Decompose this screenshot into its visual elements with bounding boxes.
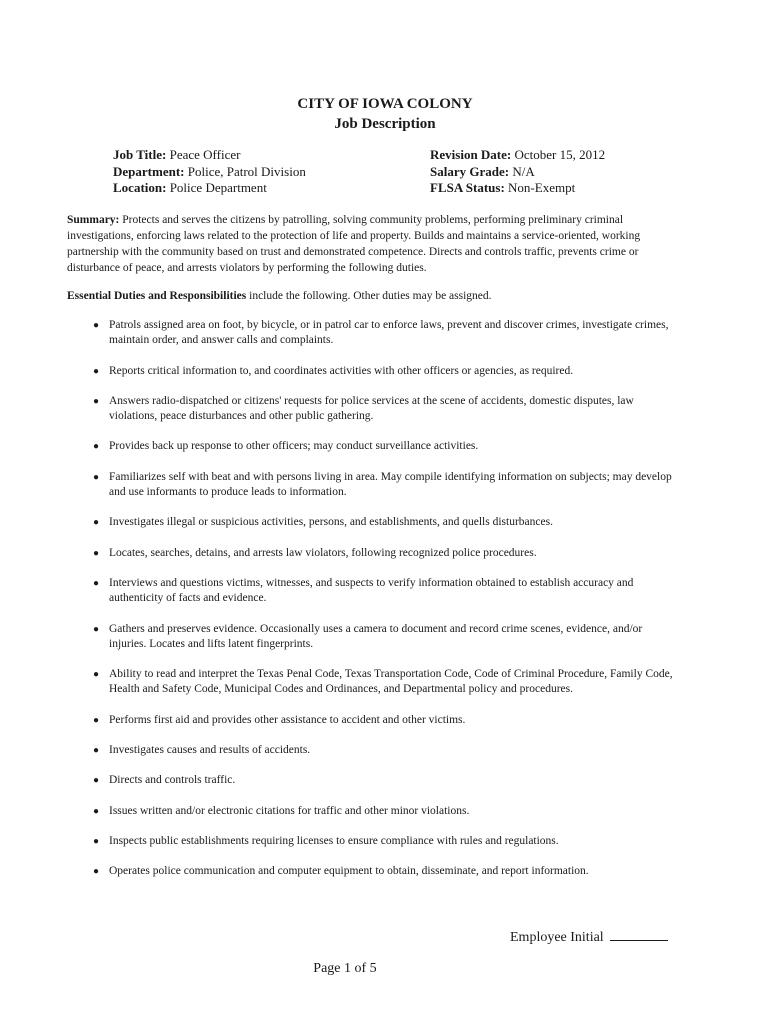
info-left bbox=[113, 147, 306, 197]
duty-item bbox=[93, 546, 673, 561]
duty-text: Inspects public establishments requiring licenses to ensure compliance with rules and regulations. bbox=[109, 834, 559, 847]
essential-label: Essential Duties and Responsibilities bbox=[67, 290, 247, 302]
summary-paragraph bbox=[67, 212, 667, 276]
bullet-icon: ● bbox=[93, 623, 100, 635]
duty-item bbox=[93, 515, 673, 530]
bullet-icon: ● bbox=[93, 805, 100, 817]
employee-initial bbox=[510, 926, 668, 946]
salary-grade-row: Salary Grade: N/A bbox=[430, 163, 535, 179]
duty-item bbox=[93, 318, 673, 349]
bullet-icon: ● bbox=[93, 471, 100, 483]
duty-text: Operates police communication and computer equipment to obtain, disseminate, and report information. bbox=[109, 865, 589, 878]
flsa-status-row: FLSA Status: Non-Exempt bbox=[430, 180, 576, 195]
bullet-icon: ● bbox=[93, 547, 100, 559]
bullet-icon: ● bbox=[93, 835, 100, 847]
duty-item bbox=[93, 622, 673, 653]
duty-text: Answers radio-dispatched or citizens' requests for police services at the scene of accidents, domestic disputes, law violations, peace disturbances and other public gathering. bbox=[109, 394, 634, 423]
duty-text: Ability to read and interpret the Texas Penal Code, Texas Transportation Code, Code of Criminal Procedure, Family Code, Health and Safety Code, Municipal Codes and Ordinances, and Departmental policy and procedures. bbox=[109, 668, 673, 696]
employee-initial-label: Employee Initial bbox=[510, 930, 604, 945]
org-name: CITY OF IOWA COLONY bbox=[297, 96, 473, 112]
bullet-icon: ● bbox=[93, 320, 100, 331]
summary-label: Summary: bbox=[67, 214, 120, 226]
duty-item bbox=[93, 864, 673, 879]
job-title-row: Job Title: Peace Officer bbox=[113, 147, 241, 162]
revision-date-row: Revision Date: October 15, 2012 bbox=[430, 147, 606, 162]
duty-item bbox=[93, 743, 673, 758]
info-right bbox=[430, 147, 605, 197]
duty-item bbox=[93, 439, 673, 454]
document-title bbox=[0, 94, 770, 134]
duty-text: Performs first aid and provides other assistance to accident and other victims. bbox=[109, 713, 466, 726]
duty-text: Locates, searches, detains, and arrests law violators, following recognized police procedures. bbox=[109, 546, 537, 559]
summary-text: Protects and serves the citizens by patrolling, solving community problems, performing preliminary criminal investigations, enforcing laws related to the protection of life and property. Builds and maintains a service-oriented, working partnership with the community based on trust and demonstrated competence. Directs and controls traffic, prevents crime or disturbance of peace, and arrests violators by performing the following duties. bbox=[67, 214, 641, 274]
duty-item bbox=[93, 667, 673, 698]
bullet-icon: ● bbox=[93, 365, 100, 377]
page-number: Page 1 of 5 bbox=[313, 961, 377, 976]
bullet-icon: ● bbox=[93, 441, 100, 453]
duty-text: Familiarizes self with beat and with persons living in area. May compile identifying information on subjects; may develop and use informants to produce leads to information. bbox=[109, 470, 672, 499]
duty-text: Provides back up response to other officers; may conduct surveillance activities. bbox=[109, 440, 479, 453]
department-row: Department: Police, Patrol Division bbox=[113, 163, 306, 179]
employee-initial-blank[interactable] bbox=[610, 926, 668, 941]
duty-text: Interviews and questions victims, witnesses, and suspects to verify information obtained to establish accuracy and authenticity of facts and evidence. bbox=[109, 576, 634, 605]
essential-text: include the following. Other duties may be assigned. bbox=[249, 290, 492, 302]
bullet-icon: ● bbox=[93, 714, 100, 726]
bullet-icon: ● bbox=[93, 745, 100, 757]
duty-item bbox=[93, 470, 673, 501]
duty-item bbox=[93, 364, 673, 379]
duty-item bbox=[93, 804, 673, 819]
duty-text: Investigates illegal or suspicious activities, persons, and establishments, and quells disturbances. bbox=[109, 516, 553, 529]
doc-type: Job Description bbox=[334, 116, 436, 132]
essential-duties-heading bbox=[67, 288, 687, 304]
bullet-icon: ● bbox=[93, 395, 100, 407]
duty-item bbox=[93, 394, 673, 425]
duty-text: Investigates causes and results of accidents. bbox=[109, 744, 311, 757]
bullet-icon: ● bbox=[93, 669, 100, 681]
location-row: Location: Police Department bbox=[113, 180, 267, 195]
duty-item bbox=[93, 773, 673, 788]
bullet-icon: ● bbox=[93, 517, 100, 529]
bullet-icon: ● bbox=[93, 577, 100, 589]
duty-text: Patrols assigned area on foot, by bicycle, or in patrol car to enforce laws, prevent and discover crimes, investigate crimes, maintain order, and answer calls and complaints. bbox=[109, 319, 669, 347]
duty-item bbox=[93, 834, 673, 849]
duty-text: Directs and controls traffic. bbox=[109, 774, 236, 787]
duty-item bbox=[93, 576, 673, 607]
duty-text: Issues written and/or electronic citations for traffic and other minor violations. bbox=[109, 804, 470, 817]
duties-list bbox=[93, 318, 673, 895]
bullet-icon: ● bbox=[93, 775, 100, 787]
duty-text: Gathers and preserves evidence. Occasionally uses a camera to document and record crime scenes, evidence, and/or injuries. Locates and lifts latent fingerprints. bbox=[109, 622, 643, 650]
duty-text: Reports critical information to, and coordinates activities with other officers or agencies, as required. bbox=[109, 364, 574, 377]
bullet-icon: ● bbox=[93, 866, 100, 878]
duty-item bbox=[93, 713, 673, 728]
